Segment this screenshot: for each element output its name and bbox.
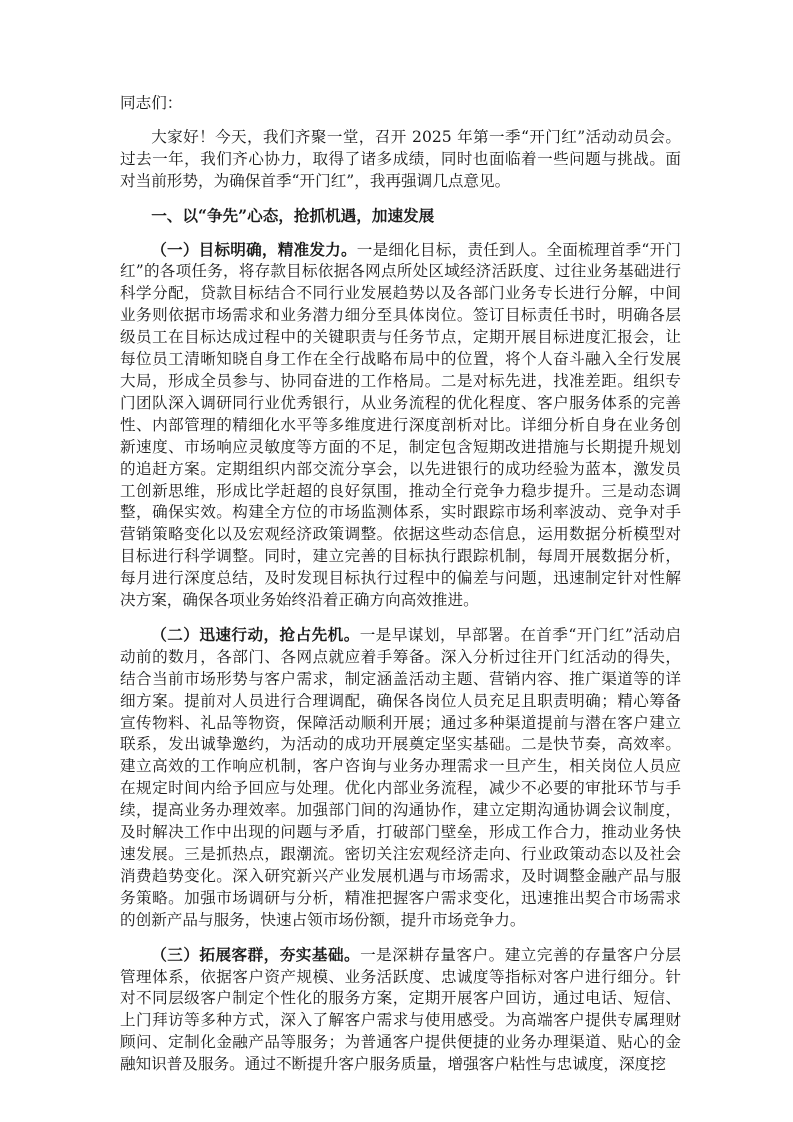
paragraph-item-2-body: 一是早谋划，早部署。在首季“开门红”活动启动前的数月，各部门、各网点就应着手筹备。深入分析过往开门红活动的得失，结合当前市场形势与客户需求，制定涵盖活动主题、营销内容、推广渠道等的详细方案。提前对人员进行合理调配，确保各岗位人员充足且职责明确；精心筹备宣传物料、礼品等物资，保障活动顺利开展；通过多种渠道提前与潜在客户建立联系，发出诚挚邀约，为活动的成功开展奠定坚实基础。二是快节奏，高效率。建立高效的工作响应机制，客户咨询与业务办理需求一旦产生，相关岗位人员应在规定时间内给予回应与处理。优化内部业务流程，减少不必要的审批环节与手续，提高业务办理效率。加强部门间的沟通协作，建立定期沟通协调会议制度，及时解决工作中出现的问题与矛盾，打破部门壁垒，形成工作合力，推动业务快速发展。三是抓热点，跟潮流。密切关注宏观经济走向、行业政策动态以及社会消费趋势变化。深入研究新兴产业发展机遇与市场需求，及时调整金融产品与服务策略。加强市场调研与分析，精准把握客户需求变化，迅速推出契合市场需求的创新产品与服务，快速占领市场份额，提升市场竞争力。 [120, 625, 681, 929]
section-heading: 一、以“争先”心态，抢抓机遇，加速发展 [151, 205, 435, 225]
paragraph-item-3 [120, 944, 681, 1076]
paragraph-item-1-body: 一是细化目标，责任到人。全面梳理首季“开门红”的各项任务，将存款目标依据各网点所处区域经济活跃度、过往业务基础进行科学分配，贷款目标结合不同行业发展趋势以及各部门业务专长进行分解，中间业务则依据市场需求和业务潜力细分至具体岗位。签订目标责任书时，明确各层级员工在目标达成过程中的关键职责与任务节点，定期开展目标进度汇报会，让每位员工清晰知晓自身工作在全行战略布局中的位置，将个人奋斗融入全行发展大局，形成全员参与、协同奋进的工作格局。二是对标先进，找准差距。组织专门团队深入调研同行业优秀银行，从业务流程的优化程度、客户服务体系的完善性、内部管理的精细化水平等多维度进行深度剖析对比。详细分析自身在业务创新速度、市场响应灵敏度等方面的不足，制定包含短期改进措施与长期提升规划的追赶方案。定期组织内部交流分享会，以先进银行的成功经验为蓝本，激发员工创新思维，形成比学赶超的良好氛围，推动全行竞争力稳步提升。三是动态调整，确保实效。构建全方位的市场监测体系，实时跟踪市场利率波动、竞争对手营销策略变化以及宏观经济政策调整。依据这些动态信息，运用数据分析模型对目标进行科学调整。同时，建立完善的目标执行跟踪机制，每周开展数据分析，每月进行深度总结，及时发现目标执行过程中的偏差与问题，迅速制定针对性解决方案，确保各项业务始终沿着正确方向高效推进。 [120, 240, 681, 610]
paragraph-item-1-title: （一）目标明确，精准发力。 [151, 239, 357, 259]
intro-paragraph: 大家好！今天，我们齐聚一堂，召开 2025 年第一季“开门红”活动动员会。过去一年，我们齐心协力，取得了诸多成绩，同时也面临着一些问题与挑战。面对当前形势，为确保首季“开门红”，我再强调几点意见。 [120, 127, 681, 190]
paragraph-item-1 [120, 239, 681, 612]
paragraph-item-2 [120, 624, 681, 932]
paragraph-item-2-title: （二）迅速行动，抢占先机。 [151, 624, 360, 644]
paragraph-item-3-body: 一是深耕存量客户。建立完善的存量客户分层管理体系，依据客户资产规模、业务活跃度、忠诚度等指标对客户进行细分。针对不同层级客户制定个性化的服务方案，定期开展客户回访，通过电话、短信、上门拜访等多种方式，深入了解客户需求与使用感受。为高端客户提供专属理财顾问、定制化金融产品等服务；为普通客户提供便捷的业务办理渠道、贴心的金融知识普及服务。通过不断提升客户服务质量，增强客户粘性与忠诚度，深度挖 [120, 945, 681, 1074]
paragraph-item-3-title: （三）拓展客群，夯实基础。 [151, 944, 361, 964]
salutation: 同志们： [120, 94, 183, 112]
